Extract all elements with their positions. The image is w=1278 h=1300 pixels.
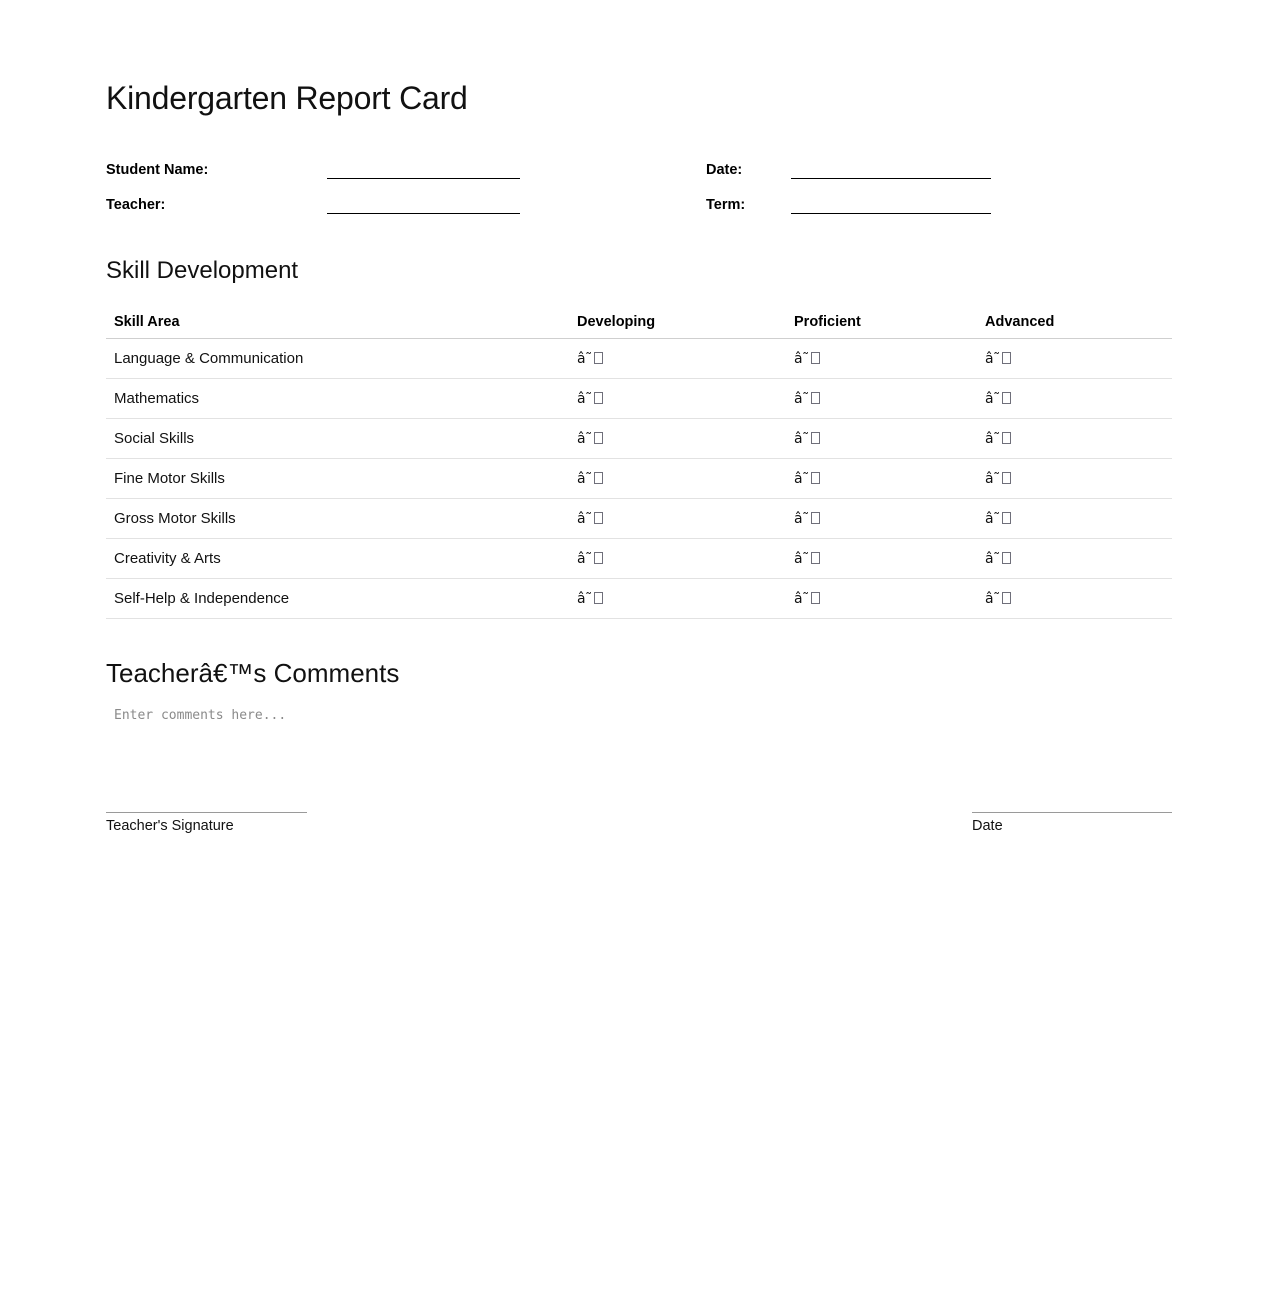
missing-glyph-box: [1002, 512, 1011, 524]
checkbox-cell-advanced[interactable]: [977, 419, 1172, 459]
missing-glyph-box: [811, 472, 820, 484]
checkbox-icon: â˜: [985, 471, 1011, 486]
skill-name: Social Skills: [106, 419, 569, 459]
column-header-skill-area: Skill Area: [106, 306, 569, 339]
teacher-signature-line[interactable]: [106, 812, 307, 813]
missing-glyph-box: [1002, 392, 1011, 404]
checkbox-cell-advanced[interactable]: [977, 539, 1172, 579]
missing-glyph-box: [811, 552, 820, 564]
checkbox-cell-developing[interactable]: [569, 379, 786, 419]
checkbox-icon: â˜: [985, 551, 1011, 566]
checkbox-cell-advanced[interactable]: [977, 339, 1172, 379]
checkbox-icon: â˜: [577, 391, 603, 406]
missing-glyph-box: [811, 432, 820, 444]
table-row: [106, 379, 1172, 419]
checkbox-icon: â˜: [577, 351, 603, 366]
checkbox-icon: â˜: [577, 431, 603, 446]
checkbox-cell-advanced[interactable]: [977, 579, 1172, 619]
page-title: Kindergarten Report Card: [106, 80, 468, 116]
checkbox-cell-proficient[interactable]: [786, 579, 977, 619]
table-row: [106, 339, 1172, 379]
student-name-field-group: [106, 161, 706, 179]
skill-name: Mathematics: [106, 379, 569, 419]
checkbox-icon: â˜: [985, 591, 1011, 606]
term-field-group: [706, 196, 1076, 214]
missing-glyph-box: [594, 592, 603, 604]
checkbox-icon: â˜: [985, 511, 1011, 526]
table-header-row: [106, 306, 1172, 339]
signature-date-label: Date: [972, 818, 1003, 834]
checkbox-icon: â˜: [794, 591, 820, 606]
skill-name: Fine Motor Skills: [106, 459, 569, 499]
checkbox-cell-proficient[interactable]: [786, 339, 977, 379]
missing-glyph-box: [594, 392, 603, 404]
teacher-comments-heading: Teacherâ€™s Comments: [106, 658, 400, 688]
checkbox-cell-advanced[interactable]: [977, 499, 1172, 539]
table-row: [106, 499, 1172, 539]
missing-glyph-box: [594, 552, 603, 564]
missing-glyph-box: [594, 512, 603, 524]
checkbox-cell-developing[interactable]: [569, 579, 786, 619]
signature-row: [106, 812, 1172, 835]
table-row: [106, 539, 1172, 579]
info-row: [106, 179, 1172, 214]
table-row: [106, 459, 1172, 499]
skill-name: Language & Communication: [106, 339, 569, 379]
checkbox-icon: â˜: [577, 551, 603, 566]
signature-date-block: [972, 812, 1172, 835]
checkbox-icon: â˜: [577, 471, 603, 486]
checkbox-cell-advanced[interactable]: [977, 459, 1172, 499]
teacher-input-line[interactable]: [327, 200, 520, 214]
skill-name: Self-Help & Independence: [106, 579, 569, 619]
checkbox-cell-developing[interactable]: [569, 419, 786, 459]
missing-glyph-box: [594, 432, 603, 444]
missing-glyph-box: [811, 592, 820, 604]
checkbox-cell-proficient[interactable]: [786, 379, 977, 419]
checkbox-icon: â˜: [577, 511, 603, 526]
teacher-signature-block: [106, 812, 307, 835]
missing-glyph-box: [1002, 552, 1011, 564]
checkbox-icon: â˜: [794, 551, 820, 566]
checkbox-cell-developing[interactable]: [569, 459, 786, 499]
checkbox-icon: â˜: [577, 591, 603, 606]
table-row: [106, 579, 1172, 619]
column-header-advanced: Advanced: [977, 306, 1172, 339]
table-body: [106, 339, 1172, 619]
checkbox-icon: â˜: [985, 431, 1011, 446]
missing-glyph-box: [594, 352, 603, 364]
missing-glyph-box: [811, 352, 820, 364]
checkbox-icon: â˜: [985, 391, 1011, 406]
missing-glyph-box: [1002, 432, 1011, 444]
student-name-label: Student Name:: [106, 162, 209, 178]
teacher-signature-label: Teacher's Signature: [106, 818, 234, 834]
checkbox-cell-developing[interactable]: [569, 499, 786, 539]
teacher-comments-input[interactable]: [106, 699, 1172, 795]
missing-glyph-box: [594, 472, 603, 484]
skill-name: Gross Motor Skills: [106, 499, 569, 539]
checkbox-cell-proficient[interactable]: [786, 459, 977, 499]
date-field-group: [706, 161, 1076, 179]
student-info-block: [106, 144, 1172, 214]
teacher-label: Teacher:: [106, 197, 166, 213]
checkbox-cell-proficient[interactable]: [786, 499, 977, 539]
checkbox-icon: â˜: [794, 431, 820, 446]
table-header: [106, 306, 1172, 339]
table-row: [106, 419, 1172, 459]
checkbox-cell-proficient[interactable]: [786, 419, 977, 459]
checkbox-icon: â˜: [985, 351, 1011, 366]
checkbox-icon: â˜: [794, 391, 820, 406]
missing-glyph-box: [811, 392, 820, 404]
teacher-field-group: [106, 196, 706, 214]
checkbox-cell-proficient[interactable]: [786, 539, 977, 579]
missing-glyph-box: [1002, 472, 1011, 484]
student-name-input-line[interactable]: [327, 165, 520, 179]
missing-glyph-box: [1002, 592, 1011, 604]
skill-name: Creativity & Arts: [106, 539, 569, 579]
missing-glyph-box: [811, 512, 820, 524]
term-label: Term:: [706, 197, 746, 213]
checkbox-cell-advanced[interactable]: [977, 379, 1172, 419]
column-header-proficient: Proficient: [786, 306, 977, 339]
term-input-line[interactable]: [791, 200, 991, 214]
missing-glyph-box: [1002, 352, 1011, 364]
skill-development-heading: Skill Development: [106, 257, 299, 284]
signature-date-line[interactable]: [972, 812, 1172, 813]
date-input-line[interactable]: [791, 165, 991, 179]
checkbox-icon: â˜: [794, 351, 820, 366]
checkbox-icon: â˜: [794, 471, 820, 486]
date-label: Date:: [706, 162, 743, 178]
column-header-developing: Developing: [569, 306, 786, 339]
checkbox-cell-developing[interactable]: [569, 539, 786, 579]
checkbox-icon: â˜: [794, 511, 820, 526]
info-row: [106, 144, 1172, 179]
checkbox-cell-developing[interactable]: [569, 339, 786, 379]
skill-development-table: [106, 306, 1172, 619]
